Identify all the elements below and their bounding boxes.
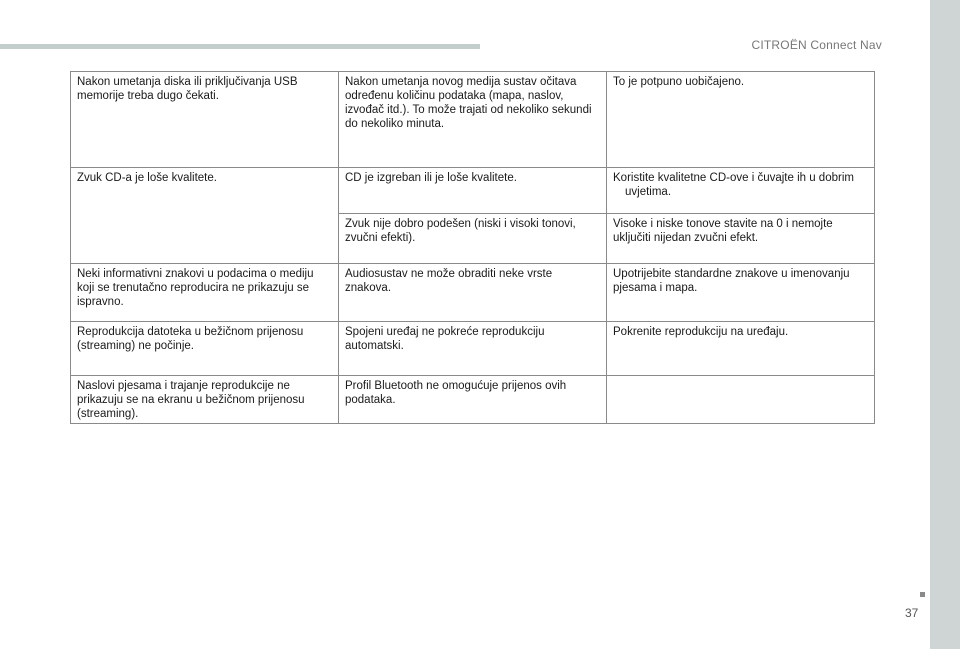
solution-cell xyxy=(607,168,875,214)
question-cell: Reprodukcija datoteka u bežičnom prijenosu (streaming) ne počinje. xyxy=(71,322,339,376)
table-row xyxy=(71,322,875,376)
solution-text: Koristite kvalitetne CD-ove i čuvajte ih u dobrim uvjetima. xyxy=(613,172,854,198)
cause-cell: Zvuk nije dobro podešen (niski i visoki tonovi, zvučni efekti). xyxy=(339,214,607,264)
question-cell: Neki informativni znakovi u podacima o mediju koji se trenutačno reproducira ne prikazuju se ispravno. xyxy=(71,264,339,322)
solution-cell: Pokrenite reprodukciju na uređaju. xyxy=(607,322,875,376)
solution-cell: Upotrijebite standardne znakove u imenovanju pjesama i mapa. xyxy=(607,264,875,322)
solution-cell: To je potpuno uobičajeno. xyxy=(607,72,875,168)
header-title: CITROËN Connect Nav xyxy=(751,38,882,52)
question-cell: Nakon umetanja diska ili priključivanja USB memorije treba dugo čekati. xyxy=(71,72,339,168)
page-number: 37 xyxy=(905,606,919,620)
cause-cell: Audiosustav ne može obraditi neke vrste znakova. xyxy=(339,264,607,322)
header-rule xyxy=(0,44,480,49)
cause-cell: Nakon umetanja novog medija sustav očitava određenu količinu podataka (mapa, naslov, izvođač itd.). To može trajati od nekoliko sekundi do nekoliko minuta. xyxy=(339,72,607,168)
table-row xyxy=(71,72,875,168)
table-row xyxy=(71,376,875,424)
cause-cell: CD je izgreban ili je loše kvalitete. xyxy=(339,168,607,214)
question-cell: Naslovi pjesama i trajanje reprodukcije ne prikazuju se na ekranu u bežičnom prijenosu (streaming). xyxy=(71,376,339,424)
troubleshooting-table xyxy=(70,71,875,424)
side-strip xyxy=(930,0,960,649)
solution-cell: Visoke i niske tonove stavite na 0 i nemojte uključiti nijedan zvučni efekt. xyxy=(607,214,875,264)
cause-cell: Spojeni uređaj ne pokreće reprodukciju automatski. xyxy=(339,322,607,376)
page-marker xyxy=(920,592,925,597)
table-row xyxy=(71,168,875,214)
cause-cell: Profil Bluetooth ne omogućuje prijenos ovih podataka. xyxy=(339,376,607,424)
question-cell: Zvuk CD-a je loše kvalitete. xyxy=(71,168,339,264)
table-row xyxy=(71,264,875,322)
solution-cell xyxy=(607,376,875,424)
